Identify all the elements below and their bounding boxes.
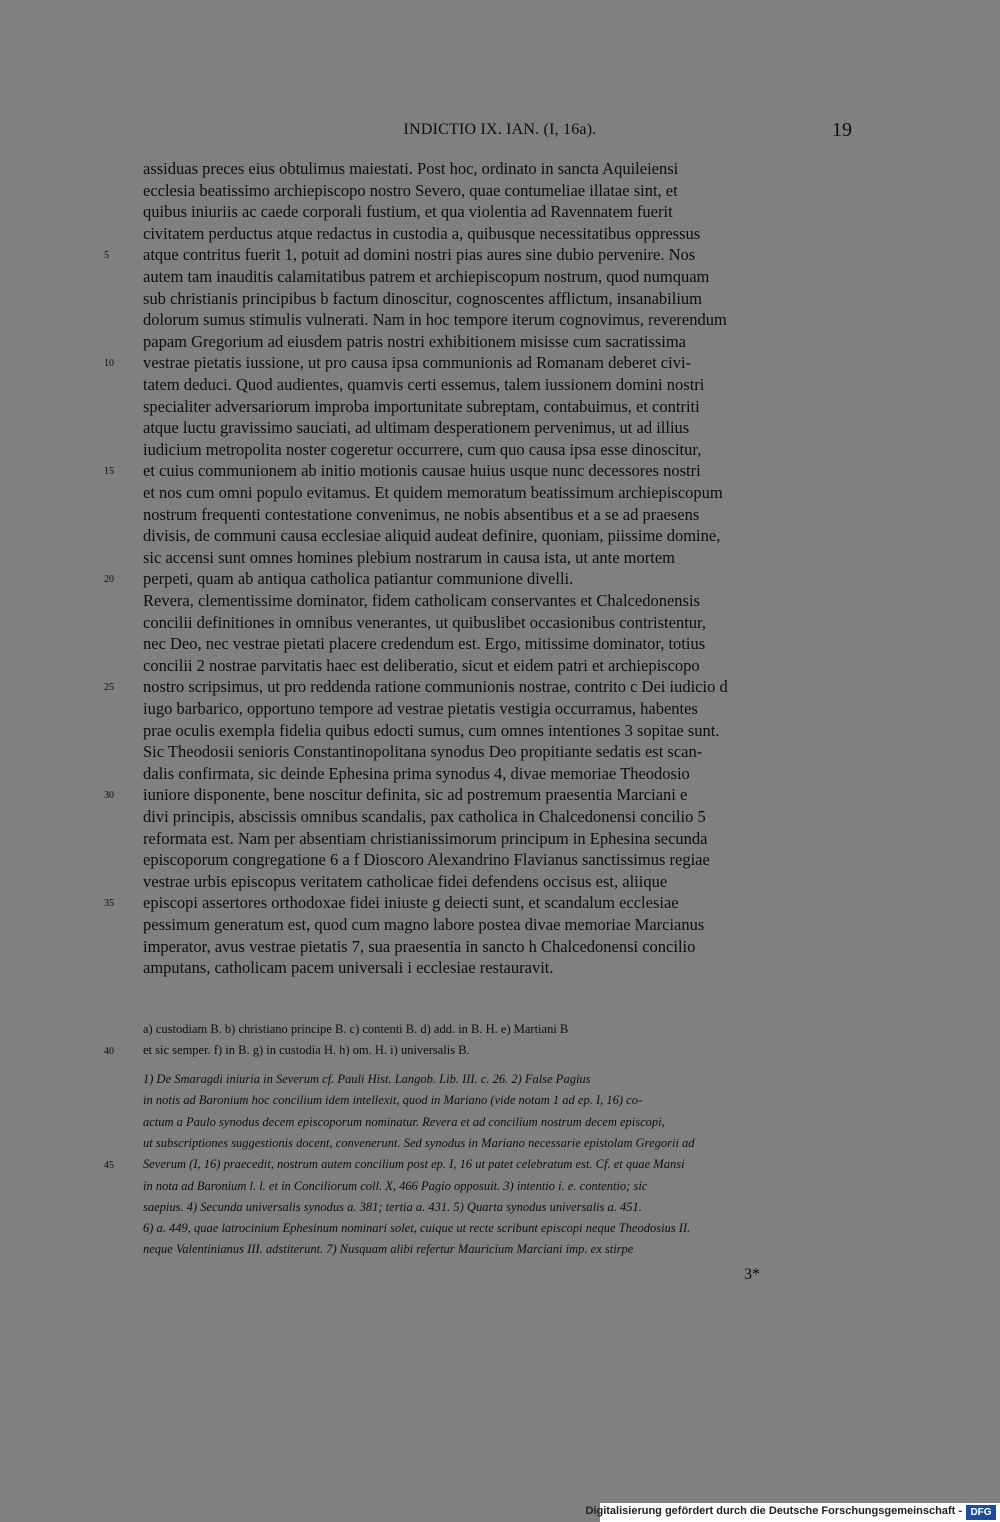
footnote-line: ut subscriptiones suggestionis docent, convenerunt. Sed synodus in Mariano necessarie epistolam Gregorii ad — [143, 1135, 695, 1150]
margin-line-number: 25 — [104, 682, 114, 694]
text-line: atque contritus fuerit 1, potuit ad domini nostri pias aures sine dubio pervenire. Nos — [143, 245, 696, 265]
footnote-line: neque Valentinianus III. adstiterunt. 7) Nusquam alibi refertur Mauricium Marciani imp. ex stirpe — [143, 1242, 634, 1257]
text-line: atque luctu gravissimo sauciati, ad ultimam desperationem pervenimus, ut ad illius — [143, 418, 690, 438]
page-number: 19 — [832, 119, 852, 141]
text-line: vestrae pietatis iussione, ut pro causa ipsa communionis ad Romanam deberet civi- — [143, 353, 692, 373]
text-line: dolorum sumus stimulis vulnerati. Nam in hoc tempore iterum cognovimus, reverendum — [143, 310, 727, 330]
text-line: divisis, de communi causa ecclesiae aliquid audeat definire, quoniam, piissime domine, — [143, 526, 721, 546]
text-line: nec Deo, nec vestrae pietati placere credendum est. Ergo, mitissime dominator, totius — [143, 634, 706, 654]
dfg-banner-text: Digitalisierung gefördert durch die Deutsche Forschungsgemeinschaft - — [585, 1505, 962, 1517]
text-line: tatem deduci. Quod audientes, quamvis certi essemus, talem iussionem domini nostri — [143, 375, 705, 394]
text-line: specialiter adversariorum improba importunitate subreptam, contabuimus, et contriti — [143, 396, 700, 416]
text-line: iugo barbarico, opportuno tempore ad vestrae pietatis vestigia occurramus, habentes — [143, 699, 698, 718]
signature-mark: 3* — [744, 1266, 760, 1283]
text-line: Revera, clementissime dominator, fidem catholicam conservantes et Chalcedonensis — [143, 591, 700, 610]
margin-line-number: 35 — [104, 898, 114, 910]
text-line: reformata est. Nam per absentiam christianissimorum principum in Ephesina secunda — [143, 828, 708, 848]
text-line: assiduas preces eius obtulimus maiestati. Post hoc, ordinato in sancta Aquileiensi — [143, 159, 679, 178]
footnote-line: 1) De Smaragdi iniuria in Severum cf. Pauli Hist. Langob. Lib. III. c. 26. 2) False Pagius — [143, 1072, 591, 1086]
text-line: nostrum frequenti contestatione convenimus, ne nobis absentibus et a se ad praesens — [143, 504, 700, 524]
text-line: pessimum generatum est, quod cum magno labore postea divae memoriae Marcianus — [143, 915, 705, 934]
text-line: concilii 2 nostrae parvitatis haec est deliberatio, sicut et eidem patri et archiepiscopo — [143, 655, 700, 675]
footnote-line: 6) a. 449, quae latrocinium Ephesinum nominari solet, cuique ut recte scribunt episcopi neque Theodosius II. — [143, 1221, 691, 1236]
dfg-logo-icon: DFG — [966, 1505, 996, 1520]
text-line: nostro scripsimus, ut pro reddenda ratione communionis nostrae, contrito c Dei iudicio d — [143, 677, 728, 697]
running-header: INDICTIO IX. IAN. (I, 16a). — [403, 121, 597, 138]
text-line: iudicium metropolita noster cogeretur occurrere, cum quo causa ipsa esse dinoscitur, — [143, 439, 702, 459]
text-line: perpeti, quam ab antiqua catholica patiantur communione divelli. — [143, 569, 574, 589]
text-line: prae oculis exempla fidelia quibus edocti sumus, cum omnes intentiones 3 sopitae sunt. — [143, 720, 720, 740]
apparatus-line: et sic semper. f) in B. g) in custodia H. h) om. H. i) universalis B. — [143, 1043, 470, 1057]
margin-line-number: 30 — [104, 790, 114, 802]
margin-line-number: 40 — [104, 1046, 114, 1057]
apparatus-line: a) custodiam B. b) christiano principe B. c) contenti B. d) add. in B. H. e) Martiani B — [143, 1022, 569, 1036]
text-line: amputans, catholicam pacem universali i ecclesiae restauravit. — [143, 958, 554, 978]
text-line: concilii definitiones in omnibus venerantes, ut quibuslibet occasionibus contristentur, — [143, 612, 706, 632]
text-line: sub christianis principibus b factum dinoscitur, cognoscentes afflictum, insanabilium — [143, 288, 703, 308]
text-line: ecclesia beatissimo archiepiscopo nostro Severo, quae contumeliae illatae sint, et — [143, 180, 678, 200]
text-line: episcopi assertores orthodoxae fidei iniuste g deiecti sunt, et scandalum ecclesiae — [143, 893, 679, 913]
margin-line-number: 20 — [104, 574, 114, 586]
text-line: dalis confirmata, sic deinde Ephesina prima synodus 4, divae memoriae Theodosio — [143, 763, 690, 783]
margin-line-number: 5 — [104, 250, 109, 262]
text-line: Sic Theodosii senioris Constantinopolitana synodus Deo propitiante sedatis est scan- — [143, 742, 703, 762]
text-line: et nos cum omni populo evitamus. Et quidem memoratum beatissimum archiepiscopum — [143, 483, 723, 502]
text-line: vestrae urbis episcopus veritatem catholicae fidei defendens occisus est, aliique — [143, 871, 668, 891]
text-line: episcoporum congregatione 6 a f Dioscoro Alexandrino Flavianus sanctissimus regiae — [143, 850, 710, 870]
margin-line-number: 10 — [104, 358, 114, 370]
text-line: iuniore disponente, bene noscitur definita, sic ad postremum praesentia Marciani e — [143, 785, 688, 805]
text-line: sic accensi sunt omnes homines plebium nostrarum in causa ista, ut ante mortem — [143, 547, 676, 567]
text-line: civitatem perductus atque redactus in custodia a, quibusque necessitatibus oppressus — [143, 223, 701, 243]
footnote-line: in nota ad Baronium l. l. et in Conciliorum coll. X, 466 Pagio opposuit. 3) intentio i. e. contentio; sic — [143, 1178, 648, 1193]
footnote-line: in notis ad Baronium hoc concilium idem intellexit, quod in Mariano (vide notam 1 ad ep. I, 16) co- — [143, 1093, 643, 1108]
footnote-line: saepius. 4) Secunda universalis synodus a. 381; tertia a. 431. 5) Quarta synodus universalis a. 451. — [143, 1199, 642, 1214]
text-line: divi principis, abscissis omnibus scandalis, pax catholica in Chalcedonensi concilio 5 — [143, 807, 706, 826]
margin-line-number: 45 — [104, 1160, 114, 1172]
text-line: et cuius communionem ab initio motionis causae huius usque nunc decessores nostri — [143, 461, 701, 481]
dfg-banner — [585, 1503, 1000, 1522]
text-line: autem tam inauditis calamitatibus patrem et archiepiscopum nostrum, quod numquam — [143, 267, 710, 286]
text-line: papam Gregorium ad eiusdem patris nostri exhibitionem misisse cum sacratissima — [143, 331, 687, 351]
margin-line-number: 15 — [104, 466, 114, 478]
footnote-line: actum a Paulo synodus decem episcoporum nominatur. Revera et ad concilium nostrum decem episcopi, — [143, 1114, 665, 1129]
text-line: quibus iniuriis ac caede corporali fustium, et qua violentia ad Ravennatem fuerit — [143, 202, 673, 222]
footnote-line: Severum (I, 16) praecedit, nostrum autem concilium post ep. I, 16 ut patet celebratum est. Cf. et quae Mansi — [143, 1157, 685, 1172]
text-line: imperator, avus vestrae pietatis 7, sua praesentia in sancto h Chalcedonensi concilio — [143, 936, 696, 956]
